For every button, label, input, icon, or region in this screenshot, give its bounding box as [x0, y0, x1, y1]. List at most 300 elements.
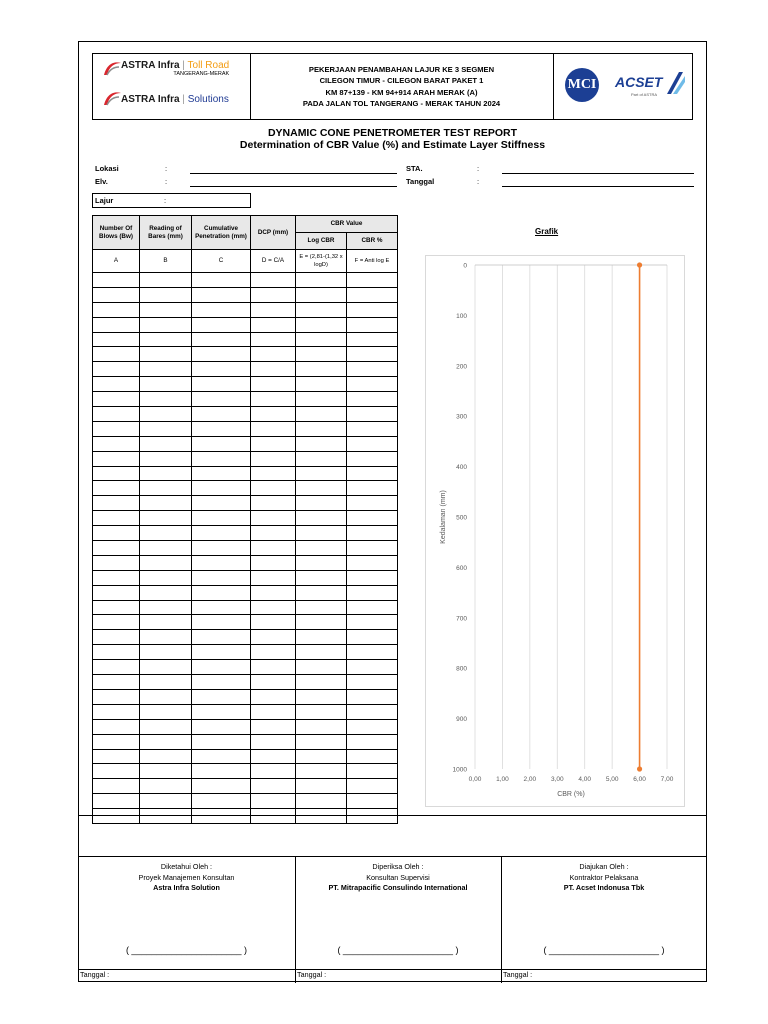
table-cell[interactable] — [140, 541, 192, 556]
table-cell[interactable] — [296, 689, 347, 704]
report-subtitle: Determination of CBR Value (%) and Estimate Layer Stiffness — [239, 139, 546, 151]
table-cell[interactable] — [93, 302, 140, 317]
table-cell[interactable] — [347, 749, 398, 764]
table-cell[interactable] — [93, 749, 140, 764]
table-cell[interactable] — [347, 332, 398, 347]
table-cell[interactable] — [251, 585, 296, 600]
table-row — [93, 719, 398, 734]
table-cell[interactable] — [93, 317, 140, 332]
y-tick-label: 500 — [456, 514, 467, 522]
table-cell[interactable] — [93, 660, 140, 675]
table-cell[interactable] — [192, 496, 251, 511]
table-cell[interactable] — [347, 377, 398, 392]
sta-field[interactable] — [502, 173, 694, 174]
lokasi-field[interactable] — [190, 173, 397, 174]
table-cell[interactable] — [140, 302, 192, 317]
table-cell[interactable] — [296, 392, 347, 407]
table-cell[interactable] — [251, 317, 296, 332]
table-cell[interactable] — [192, 660, 251, 675]
elv-colon: : — [165, 177, 168, 186]
table-row — [93, 496, 398, 511]
table-cell[interactable] — [192, 421, 251, 436]
table-cell[interactable] — [296, 704, 347, 719]
table-cell[interactable] — [347, 481, 398, 496]
signature-block-kontraktor — [501, 857, 707, 983]
table-cell[interactable] — [296, 273, 347, 288]
project-line-4: PADA JALAN TOL TANGERANG - MERAK TAHUN 2024 — [302, 99, 501, 108]
table-cell[interactable] — [347, 347, 398, 362]
table-cell[interactable] — [140, 273, 192, 288]
table-cell[interactable] — [93, 347, 140, 362]
table-cell[interactable] — [192, 675, 251, 690]
table-cell[interactable] — [192, 794, 251, 809]
table-cell[interactable] — [93, 615, 140, 630]
table-cell[interactable] — [251, 421, 296, 436]
table-cell[interactable] — [93, 392, 140, 407]
elv-label: Elv. — [95, 177, 108, 186]
table-cell[interactable] — [93, 287, 140, 302]
table-cell[interactable] — [251, 436, 296, 451]
table-cell[interactable] — [93, 526, 140, 541]
table-cell[interactable] — [93, 332, 140, 347]
table-cell[interactable] — [296, 555, 347, 570]
table-cell[interactable] — [251, 451, 296, 466]
project-line-2: CILEGON TIMUR - CILEGON BARAT PAKET 1 — [319, 76, 484, 85]
y-tick-label: 0 — [463, 262, 467, 270]
table-cell[interactable] — [192, 347, 251, 362]
table-cell[interactable] — [347, 541, 398, 556]
table-cell[interactable] — [93, 675, 140, 690]
table-cell[interactable] — [251, 541, 296, 556]
table-cell[interactable] — [251, 287, 296, 302]
table-cell[interactable] — [192, 481, 251, 496]
table-cell[interactable] — [347, 585, 398, 600]
astra-swoosh-icon — [101, 90, 123, 108]
table-cell[interactable] — [192, 809, 251, 824]
table-body — [93, 273, 398, 824]
table-cell[interactable] — [296, 511, 347, 526]
astra-solutions-sub: Solutions — [187, 93, 229, 105]
table-cell[interactable] — [140, 764, 192, 779]
table-cell[interactable] — [347, 615, 398, 630]
chart-y-tick-labels — [453, 263, 468, 774]
table-cell[interactable] — [251, 555, 296, 570]
table-cell[interactable] — [192, 689, 251, 704]
tanggal-label: Tanggal — [406, 177, 435, 186]
client-logos — [93, 54, 251, 119]
table-cell[interactable] — [251, 347, 296, 362]
table-cell[interactable] — [192, 645, 251, 660]
table-row — [93, 600, 398, 615]
table-cell[interactable] — [140, 719, 192, 734]
table-cell[interactable] — [93, 585, 140, 600]
table-cell[interactable] — [347, 600, 398, 615]
table-cell[interactable] — [347, 273, 398, 288]
table-cell[interactable] — [296, 794, 347, 809]
table-cell[interactable] — [140, 347, 192, 362]
table-row — [93, 347, 398, 362]
table-cell[interactable] — [140, 600, 192, 615]
formula-c: C — [192, 250, 251, 273]
col-header-reading: Reading of Bares (mm) — [140, 216, 192, 250]
table-cell[interactable] — [251, 526, 296, 541]
table-cell[interactable] — [192, 779, 251, 794]
table-cell[interactable] — [140, 809, 192, 824]
table-cell[interactable] — [347, 675, 398, 690]
table-cell[interactable] — [93, 645, 140, 660]
table-cell[interactable] — [192, 719, 251, 734]
table-cell[interactable] — [140, 779, 192, 794]
table-cell[interactable] — [296, 734, 347, 749]
tanggal-field[interactable] — [502, 186, 694, 187]
table-cell[interactable] — [251, 511, 296, 526]
table-cell[interactable] — [251, 645, 296, 660]
table-cell[interactable] — [140, 421, 192, 436]
table-cell[interactable] — [93, 779, 140, 794]
table-cell[interactable] — [93, 689, 140, 704]
table-cell[interactable] — [296, 645, 347, 660]
table-cell[interactable] — [93, 496, 140, 511]
table-cell[interactable] — [347, 302, 398, 317]
x-tick-label: 0,00 — [468, 776, 482, 783]
table-cell[interactable] — [140, 704, 192, 719]
sig-org-role: Kontraktor Pelaksana — [569, 872, 639, 882]
table-cell[interactable] — [251, 570, 296, 585]
table-cell[interactable] — [192, 407, 251, 422]
table-cell[interactable] — [140, 451, 192, 466]
x-tick-label: 3,00 — [550, 776, 564, 783]
table-cell[interactable] — [347, 660, 398, 675]
table-row — [93, 734, 398, 749]
table-cell[interactable] — [251, 734, 296, 749]
table-cell[interactable] — [347, 719, 398, 734]
sig-name-line[interactable]: ( ______________________ ) — [125, 945, 248, 955]
table-cell[interactable] — [93, 570, 140, 585]
table-row — [93, 809, 398, 824]
sig-name-line[interactable]: ( ______________________ ) — [337, 945, 459, 955]
table-cell[interactable] — [347, 317, 398, 332]
table-cell[interactable] — [347, 779, 398, 794]
y-tick-label: 200 — [456, 363, 467, 371]
table-cell[interactable] — [347, 764, 398, 779]
table-cell[interactable] — [93, 630, 140, 645]
table-cell[interactable] — [140, 332, 192, 347]
sig-date-label: Tanggal : — [80, 970, 110, 979]
table-cell[interactable] — [192, 555, 251, 570]
table-cell[interactable] — [296, 570, 347, 585]
col-header-cbr-value: CBR Value — [296, 216, 398, 233]
table-cell[interactable] — [251, 630, 296, 645]
table-cell[interactable] — [347, 570, 398, 585]
table-cell[interactable] — [192, 302, 251, 317]
table-row — [93, 421, 398, 436]
table-cell[interactable] — [140, 511, 192, 526]
table-cell[interactable] — [93, 421, 140, 436]
table-cell[interactable] — [347, 451, 398, 466]
table-row — [93, 511, 398, 526]
table-cell[interactable] — [140, 362, 192, 377]
table-cell[interactable] — [93, 719, 140, 734]
table-cell[interactable] — [140, 555, 192, 570]
table-cell[interactable] — [251, 809, 296, 824]
table-cell[interactable] — [192, 615, 251, 630]
table-cell[interactable] — [251, 481, 296, 496]
table-cell[interactable] — [251, 466, 296, 481]
table-cell[interactable] — [251, 704, 296, 719]
table-cell[interactable] — [296, 347, 347, 362]
sig-org: PT. Mitrapacific Consulindo International — [328, 883, 468, 892]
table-cell[interactable] — [93, 481, 140, 496]
table-cell[interactable] — [251, 407, 296, 422]
table-cell[interactable] — [93, 541, 140, 556]
table-cell[interactable] — [347, 392, 398, 407]
table-cell[interactable] — [192, 317, 251, 332]
table-cell[interactable] — [140, 407, 192, 422]
table-cell[interactable] — [251, 302, 296, 317]
sig-role: Diketahui Oleh : — [160, 862, 213, 871]
table-cell[interactable] — [192, 704, 251, 719]
table-cell[interactable] — [347, 496, 398, 511]
table-cell[interactable] — [192, 526, 251, 541]
table-cell[interactable] — [93, 436, 140, 451]
table-cell[interactable] — [192, 749, 251, 764]
table-cell[interactable] — [347, 645, 398, 660]
formula-a: A — [93, 250, 140, 273]
table-row — [93, 302, 398, 317]
table-cell[interactable] — [251, 496, 296, 511]
table-cell[interactable] — [93, 362, 140, 377]
table-cell[interactable] — [296, 332, 347, 347]
table-cell[interactable] — [347, 362, 398, 377]
table-cell[interactable] — [251, 600, 296, 615]
table-cell[interactable] — [140, 660, 192, 675]
table-cell[interactable] — [93, 704, 140, 719]
table-cell[interactable] — [296, 362, 347, 377]
table-cell[interactable] — [347, 555, 398, 570]
table-row — [93, 332, 398, 347]
table-cell[interactable] — [347, 689, 398, 704]
table-cell[interactable] — [140, 317, 192, 332]
table-cell[interactable] — [251, 689, 296, 704]
table-cell[interactable] — [251, 273, 296, 288]
table-cell[interactable] — [93, 407, 140, 422]
table-cell[interactable] — [140, 645, 192, 660]
table-cell[interactable] — [140, 630, 192, 645]
cbr-depth-chart — [425, 255, 685, 807]
table-cell[interactable] — [296, 466, 347, 481]
table-cell[interactable] — [192, 585, 251, 600]
table-row — [93, 645, 398, 660]
table-cell[interactable] — [347, 466, 398, 481]
table-cell[interactable] — [251, 794, 296, 809]
table-row — [93, 615, 398, 630]
table-cell[interactable] — [251, 332, 296, 347]
table-cell[interactable] — [140, 749, 192, 764]
chart-series — [637, 262, 642, 771]
table-cell[interactable] — [140, 585, 192, 600]
table-cell[interactable] — [140, 287, 192, 302]
table-cell[interactable] — [192, 377, 251, 392]
table-cell[interactable] — [296, 615, 347, 630]
table-cell[interactable] — [296, 407, 347, 422]
table-cell[interactable] — [93, 377, 140, 392]
table-cell[interactable] — [140, 794, 192, 809]
table-cell[interactable] — [296, 436, 347, 451]
table-row — [93, 392, 398, 407]
table-cell[interactable] — [93, 600, 140, 615]
project-line-1: PEKERJAAN PENAMBAHAN LAJUR KE 3 SEGMEN — [308, 64, 495, 74]
table-row — [93, 555, 398, 570]
table-cell[interactable] — [347, 436, 398, 451]
table-cell[interactable] — [296, 526, 347, 541]
table-row — [93, 436, 398, 451]
col-header-log-cbr: Log CBR — [296, 233, 347, 250]
table-cell[interactable] — [347, 809, 398, 824]
table-cell[interactable] — [296, 779, 347, 794]
table-cell[interactable] — [296, 377, 347, 392]
table-cell[interactable] — [251, 719, 296, 734]
y-tick-label: 300 — [456, 413, 467, 421]
x-tick-label: 6,00 — [633, 776, 646, 783]
sig-org-role: Konsultan Supervisi — [366, 872, 430, 882]
table-cell[interactable] — [347, 630, 398, 645]
table-cell[interactable] — [296, 421, 347, 436]
table-cell[interactable] — [296, 809, 347, 824]
table-cell[interactable] — [296, 719, 347, 734]
table-cell[interactable] — [192, 332, 251, 347]
table-cell[interactable] — [347, 794, 398, 809]
col-header-dcp: DCP (mm) — [251, 216, 296, 250]
table-cell[interactable] — [140, 615, 192, 630]
sig-name-line[interactable]: ( ______________________ ) — [543, 945, 665, 955]
table-row — [93, 541, 398, 556]
table-cell[interactable] — [93, 734, 140, 749]
table-cell[interactable] — [251, 779, 296, 794]
table-cell[interactable] — [140, 526, 192, 541]
table-cell[interactable] — [140, 481, 192, 496]
table-cell[interactable] — [251, 615, 296, 630]
table-cell[interactable] — [347, 287, 398, 302]
table-cell[interactable] — [93, 273, 140, 288]
table-cell[interactable] — [347, 511, 398, 526]
table-cell[interactable] — [251, 377, 296, 392]
astra-toll-name: ASTRA Infra — [121, 60, 180, 71]
table-cell[interactable] — [140, 570, 192, 585]
table-cell[interactable] — [192, 392, 251, 407]
table-row — [93, 570, 398, 585]
table-cell[interactable] — [93, 764, 140, 779]
table-cell[interactable] — [93, 511, 140, 526]
table-cell[interactable] — [296, 585, 347, 600]
table-row — [93, 481, 398, 496]
table-cell[interactable] — [192, 734, 251, 749]
table-cell[interactable] — [93, 555, 140, 570]
table-cell[interactable] — [192, 466, 251, 481]
astra-toll-logo: ASTRA Infra | Toll Road TANGERANG-MERAK — [101, 60, 229, 78]
table-cell[interactable] — [192, 436, 251, 451]
table-cell[interactable] — [296, 660, 347, 675]
astra-toll-region: TANGERANG-MERAK — [173, 71, 230, 77]
project-line-3: KM 87+139 - KM 94+914 ARAH MERAK (A) — [325, 87, 478, 97]
table-cell[interactable] — [140, 377, 192, 392]
table-cell[interactable] — [347, 526, 398, 541]
table-cell[interactable] — [93, 794, 140, 809]
table-cell[interactable] — [251, 660, 296, 675]
signature-area — [78, 856, 707, 983]
table-cell[interactable] — [140, 392, 192, 407]
table-cell[interactable] — [296, 496, 347, 511]
table-row — [93, 794, 398, 809]
table-cell[interactable] — [192, 287, 251, 302]
table-cell[interactable] — [251, 675, 296, 690]
table-cell[interactable] — [251, 392, 296, 407]
table-cell[interactable] — [296, 675, 347, 690]
table-cell[interactable] — [140, 689, 192, 704]
sig-role: Diperiksa Oleh : — [372, 862, 424, 871]
col-header-cbr-pct: CBR % — [347, 233, 398, 250]
table-cell[interactable] — [192, 273, 251, 288]
table-cell[interactable] — [347, 704, 398, 719]
table-row — [93, 451, 398, 466]
table-cell[interactable] — [192, 362, 251, 377]
table-cell[interactable] — [296, 317, 347, 332]
table-cell[interactable] — [296, 749, 347, 764]
table-cell[interactable] — [192, 630, 251, 645]
acset-tagline: Part of ASTRA — [631, 92, 658, 97]
table-cell[interactable] — [140, 675, 192, 690]
table-cell[interactable] — [296, 481, 347, 496]
table-cell[interactable] — [296, 302, 347, 317]
table-cell[interactable] — [140, 436, 192, 451]
astra-solutions-logo: ASTRA Infra | Solutions — [101, 90, 229, 108]
table-cell[interactable] — [192, 570, 251, 585]
table-cell[interactable] — [251, 764, 296, 779]
lokasi-colon: : — [165, 164, 168, 173]
sta-label: STA. — [406, 164, 423, 173]
y-tick-label: 400 — [456, 464, 467, 472]
table-cell[interactable] — [296, 600, 347, 615]
table-cell[interactable] — [251, 362, 296, 377]
col-header-cumulative: Cumulative Penetration (mm) — [192, 216, 251, 250]
table-row — [93, 526, 398, 541]
table-cell[interactable] — [93, 451, 140, 466]
table-cell[interactable] — [192, 764, 251, 779]
table-cell[interactable] — [192, 541, 251, 556]
table-cell[interactable] — [296, 451, 347, 466]
table-cell[interactable] — [296, 541, 347, 556]
table-cell[interactable] — [93, 466, 140, 481]
table-cell[interactable] — [251, 749, 296, 764]
y-tick-label: 600 — [456, 564, 467, 572]
table-cell[interactable] — [140, 496, 192, 511]
table-cell[interactable] — [296, 287, 347, 302]
table-cell[interactable] — [347, 407, 398, 422]
table-cell[interactable] — [192, 451, 251, 466]
lajur-box[interactable] — [92, 193, 251, 208]
elv-field[interactable] — [190, 186, 397, 187]
table-cell[interactable] — [140, 466, 192, 481]
table-cell[interactable] — [93, 809, 140, 824]
table-cell[interactable] — [296, 630, 347, 645]
table-cell[interactable] — [347, 421, 398, 436]
table-cell[interactable] — [192, 511, 251, 526]
chart-y-axis-label: Kedalaman (mm) — [440, 490, 447, 544]
table-cell[interactable] — [347, 734, 398, 749]
table-row — [93, 362, 398, 377]
table-cell[interactable] — [140, 734, 192, 749]
table-cell[interactable] — [192, 600, 251, 615]
table-cell[interactable] — [296, 764, 347, 779]
